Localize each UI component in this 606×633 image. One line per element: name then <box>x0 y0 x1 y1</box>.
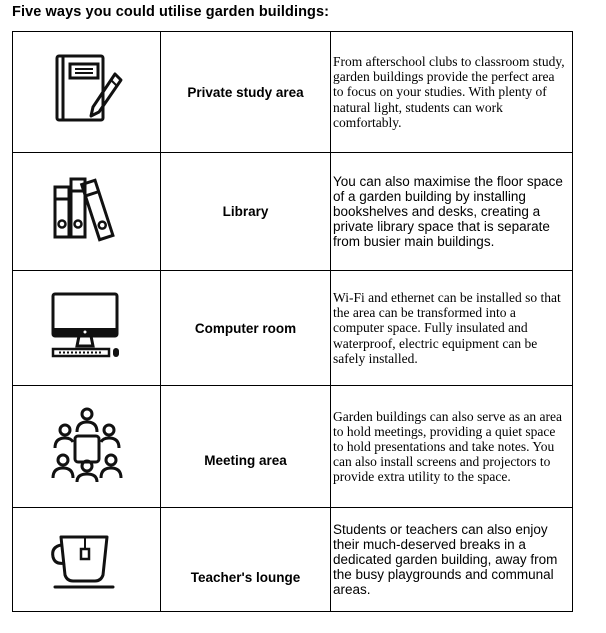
binders-icon <box>47 169 127 249</box>
notebook-pen-icon <box>47 50 127 130</box>
row-name-cell <box>161 271 331 386</box>
icon-cell <box>13 32 161 153</box>
row-description-cell <box>331 386 573 508</box>
row-description: Garden buildings can also serve as an area to hold meetings, providing a quiet space to hold presentations and take notes. You can also install screens and projectors to provide extra utility to the space. <box>333 408 563 485</box>
icon-cell <box>13 508 161 612</box>
row-description: You can also maximise the floor space of a garden building by installing bookshelves and desks, creating a private library space that is separate from busier main buildings. <box>333 173 563 250</box>
meeting-group-icon <box>47 404 127 484</box>
table-row <box>13 508 573 612</box>
row-name-cell <box>161 508 331 612</box>
table-row <box>13 386 573 508</box>
icon-cell <box>13 271 161 386</box>
row-name-cell <box>161 32 331 153</box>
row-description-cell <box>331 32 573 153</box>
row-name: Private study area <box>187 84 304 100</box>
row-description: From afterschool clubs to classroom study, garden buildings provide the perfect area to focus on your studies. With plenty of natural light, students can work comfortably. <box>333 54 565 130</box>
garden-uses-table <box>12 31 573 612</box>
teacup-icon <box>47 517 127 597</box>
row-description: Wi-Fi and ethernet can be installed so that the area can be transformed into a computer space. Fully insulated and waterproof, electric equipment can be safely installed. <box>333 290 561 366</box>
table-row <box>13 271 573 386</box>
desktop-computer-icon <box>47 286 127 366</box>
row-name: Meeting area <box>204 453 287 468</box>
table-row <box>13 153 573 271</box>
row-name: Computer room <box>194 320 297 336</box>
row-description-cell <box>331 508 573 612</box>
icon-cell <box>13 386 161 508</box>
icon-cell <box>13 153 161 271</box>
row-description-cell <box>331 153 573 271</box>
page-heading: Five ways you could utilise garden buildings: <box>12 4 330 20</box>
row-name: Library <box>222 204 269 219</box>
row-name-cell <box>161 153 331 271</box>
row-name-cell <box>161 386 331 508</box>
row-description: Students or teachers can also enjoy their much-deserved breaks in a dedicated garden building, away from the busy playgrounds and communal areas. <box>333 521 558 598</box>
row-name: Teacher's lounge <box>190 570 301 585</box>
row-description-cell <box>331 271 573 386</box>
table-row <box>13 32 573 153</box>
